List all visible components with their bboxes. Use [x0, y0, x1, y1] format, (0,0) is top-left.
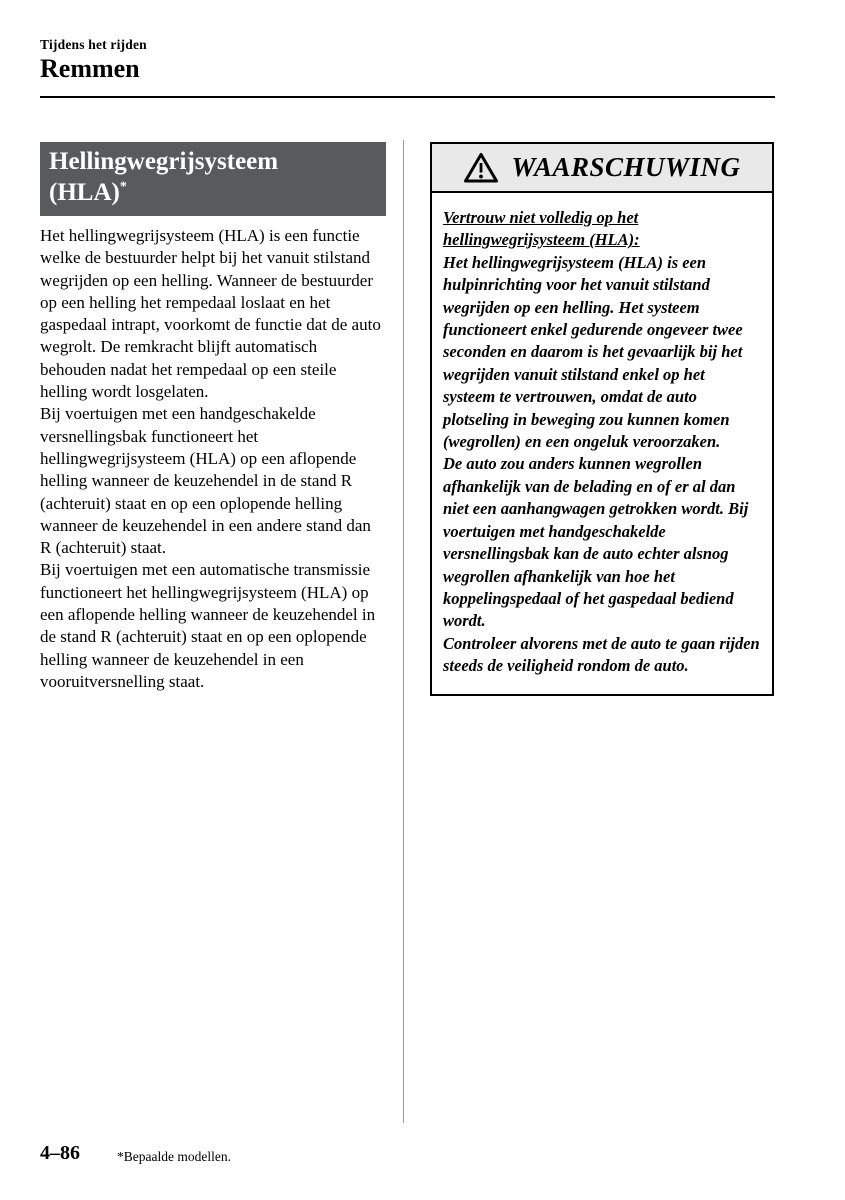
warning-header: [432, 144, 772, 193]
warning-paragraph: Het hellingwegrijsysteem (HLA) is een hulpinrichting voor het vanuit stilstand wegrijden op een helling. Het systeem functioneert enkel gedurende ongeveer twee seconden en daarom is het gevaarlijk bij het wegrijden vanuit stilstand enkel op het systeem te vertrouwen, omdat de auto plotseling in beweging zou kunnen komen (wegrollen) en een ongeluk veroorzaken.: [443, 252, 743, 452]
left-column: [40, 142, 386, 693]
warning-paragraph: Controleer alvorens met de auto te gaan rijden steeds de veiligheid rondom de auto.: [443, 633, 760, 676]
warning-lead: Vertrouw niet volledig op het hellingwegrijsysteem (HLA):: [443, 208, 640, 250]
section-heading-line1: Hellingwegrijsysteem: [49, 148, 279, 175]
warning-body: [432, 193, 772, 694]
section-heading-line2: (HLA): [49, 179, 120, 206]
warning-title: WAARSCHUWING: [511, 152, 741, 182]
column-divider: [403, 140, 404, 1123]
footnote: *Bepaalde modellen.: [117, 1149, 231, 1164]
breadcrumb: Tijdens het rijden: [40, 37, 147, 52]
chapter-title: Remmen: [40, 54, 140, 83]
warning-icon: [463, 152, 499, 184]
warning-paragraph: De auto zou anders kunnen wegrollen afhankelijk van de belading en of er al dan niet een aanhangwagen getrokken wordt. Bij voertuigen met handgeschakelde versnellingsbak kan de auto echter alsnog wegrollen afhankelijk van hoe het koppelingspedaal of het gaspedaal bediend wordt.: [443, 454, 749, 631]
section-heading-footnote-marker: *: [119, 179, 127, 195]
body-paragraph: Bij voertuigen met een automatische transmissie functioneert het hellingwegrijsysteem (HLA) op een aflopende helling wanneer de keuzehendel in de stand R (achteruit) staat en op een oplopende helling wanneer de keuzehendel in een vooruitversnelling staat.: [40, 560, 376, 691]
body-paragraph: Bij voertuigen met een handgeschakelde versnellingsbak functioneert het hellingwegrijsysteem (HLA) op een aflopende helling wanneer de keuzehendel in de stand R (achteruit) staat en op een oplopende helling wanneer de keuzehendel in een andere stand dan R (achteruit) staat.: [40, 404, 371, 558]
header-rule: [40, 96, 775, 98]
body-paragraph: Het hellingwegrijsysteem (HLA) is een functie welke de bestuurder helpt bij het vanuit stilstand wegrijden op een helling. Wanneer de bestuurder op een helling het rempedaal loslaat en het gaspedaal intrapt, voorkomt de functie dat de auto wegrolt. De remkracht blijft automatisch behouden nadat het rempedaal op een steile helling wordt losgelaten.: [40, 226, 381, 402]
right-column: [430, 142, 774, 696]
section-body: [40, 225, 386, 693]
section-heading: [40, 142, 386, 216]
warning-box: [430, 142, 774, 696]
page-number: 4–86: [40, 1142, 80, 1164]
